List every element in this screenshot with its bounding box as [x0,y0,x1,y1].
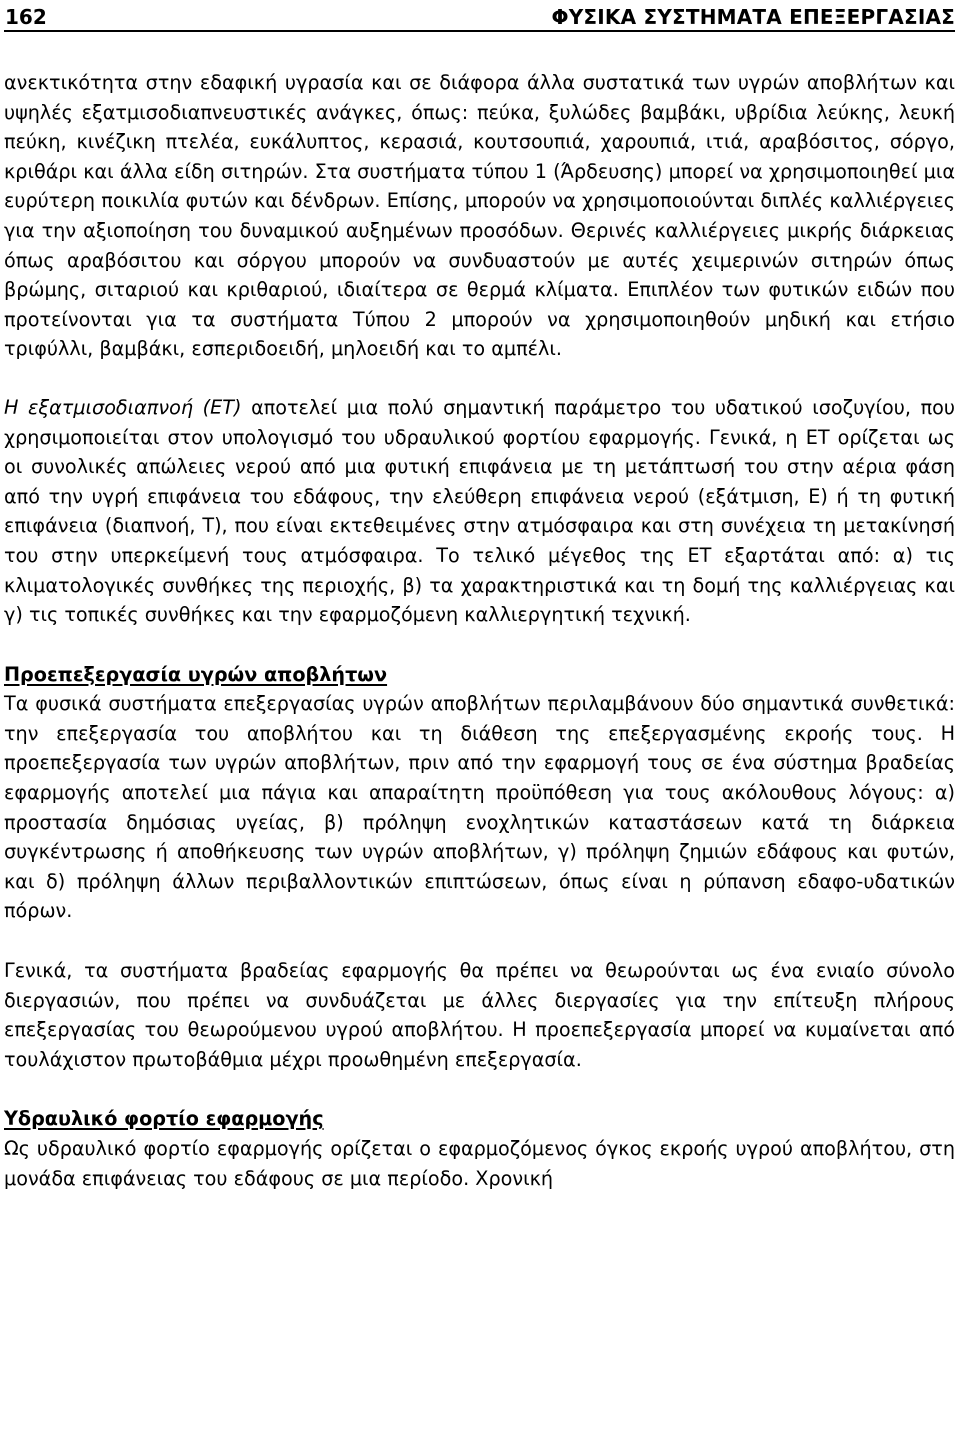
paragraph-plant-species: ανεκτικότητα στην εδαφική υγρασία και σε διάφορα άλλα συστατικά των υγρών αποβλήτων και υψηλές εξατμισοδιαπνευστικές ανάγκες, όπως: πεύκα, ξυλώδες βαμβάκι, υβρίδια λεύκης, λευκή πεύκη, κινέζικη πτελέα, ευκάλυπτος, κερασιά, κουτσουπιά, χαρουπιά, ιτιά, αραβόσιτος, σόργο, κριθάρι και άλλα είδη σιτηρών. Στα συστήματα τύπου 1 (Άρδευσης) μπορεί να χρησιμοποιηθεί μια ευρύτερη ποικιλία φυτών και δένδρων. Επίσης, μπορούν να χρησιμοποιούνται διπλές καλλιέργειες για την αξιοποίηση του δυναμικού αυξημένων προσόδων. Θερινές καλλιέργειες μικρής διάρκειας όπως αραβόσιτου και σόργου μπορούν να συνδυαστούν με αυτές χειμερινών σιτηρών όπως βρώμης, σιταριού και κριθαριού, ιδιαίτερα σε θερμά κλίματα. Επιπλέον των φυτικών ειδών που προτείνονται για τα συστήματα Τύπου 2 μπορούν να χρησιμοποιηθούν μηδική και ετήσιο τριφύλλι, βαμβάκι, εσπεριδοειδή, μηλοειδή και το αμπέλι. [4,71,955,361]
section-hydraulic-load [4,1104,955,1193]
paragraph-evapotranspiration [4,393,955,630]
section-heading-pretreatment [4,660,955,690]
running-header [4,0,955,32]
paragraph-slow-rate-systems: Γενικά, τα συστήματα βραδείας εφαρμογής θα πρέπει να θεωρούνται ως ένα ενιαίο σύνολο διεργασιών, που πρέπει να συνδυάζεται με άλλες διεργασίες για την επίτευξη πλήρους επεξεργασίας του θεωρούμενου υγρού αποβλήτου. Η προεπεξεργασία μπορεί να κυμαίνεται από τουλάχιστον πρωτοβάθμια μέχρι προωθημένη επεξεργασία. [4,959,955,1071]
section-heading-hydraulic-load-text: Υδραυλικό φορτίο εφαρμογής [4,1107,324,1131]
chapter-title: ΦΥΣΙΚΑ ΣΥΣΤΗΜΑΤΑ ΕΠΕΞΕΡΓΑΣΙΑΣ [551,5,955,29]
paragraph-hydraulic-load: Ως υδραυλικό φορτίο εφαρμογής ορίζεται ο εφαρμοζόμενος όγκος εκροής υγρού αποβλήτου, στη μονάδα επιφάνειας του εδάφους σε μια περίοδο. Χρονική [4,1137,955,1190]
evapotranspiration-term: Η εξατμισοδιαπνοή (ΕΤ) [4,395,242,419]
paragraph-pretreatment: Τα φυσικά συστήματα επεξεργασίας υγρών αποβλήτων περιλαμβάνουν δύο σημαντικά συνθετικά: την επεξεργασία του αποβλήτου και τη διάθεση της επεξεργασμένης εκροής τους. Η προεπεξεργασία των υγρών αποβλήτων, πριν από την εφαρμογή τους σε ένα σύστημα βραδείας εφαρμογής αποτελεί μια πάγια και απαραίτητη προϋπόθεση για τους ακόλουθους λόγους: α) προστασία δημόσιας υγείας, β) πρόληψη ενοχλητικών καταστάσεων κατά τη διάρκεια συγκέντρωσης ή αποθήκευσης των υγρών αποβλήτων, γ) πρόληψη ζημιών εδάφους και φυτών, και δ) πρόληψη άλλων περιβαλλοντικών επιπτώσεων, όπως είναι η ρύπανση εδαφο-υδατικών πόρων. [4,692,955,923]
section-heading-hydraulic-load [4,1104,955,1134]
section-heading-pretreatment-text: Προεπεξεργασία υγρών αποβλήτων [4,662,388,686]
evapotranspiration-definition: αποτελεί μια πολύ σημαντική παράμετρο του υδατικού ισοζυγίου, που χρησιμοποιείται στον υπολογισμό του υδραυλικού φορτίου εφαρμογής. Γενικά, η ΕΤ ορίζεται ως οι συνολικές απώλειες νερού από μια φυτική επιφάνεια με τη μετάπτωσή του στην αέρια φάση από την υγρή επιφάνεια του εδάφους, την ελεύθερη επιφάνεια νερού (εξάτμιση, Ε) ή τη φυτική επιφάνεια (διαπνοή, Τ), που είναι εκτεθειμένες στην ατμόσφαιρα και στη συνέχεια τη μετακίνησή του στην υπερκείμενή τους ατμόσφαιρα. Το τελικό μέγεθος της ΕΤ εξαρτάται από: α) τις κλιματολογικές συνθήκες της περιοχής, β) τα χαρακτηριστικά και τη δομή της καλλιέργειας και γ) τις τοπικές συνθήκες και την εφαρμοζόμενη καλλιεργητική τεχνική. [4,395,955,627]
section-pretreatment [4,660,955,926]
page-number: 162 [5,5,47,29]
body-text [4,68,955,1193]
